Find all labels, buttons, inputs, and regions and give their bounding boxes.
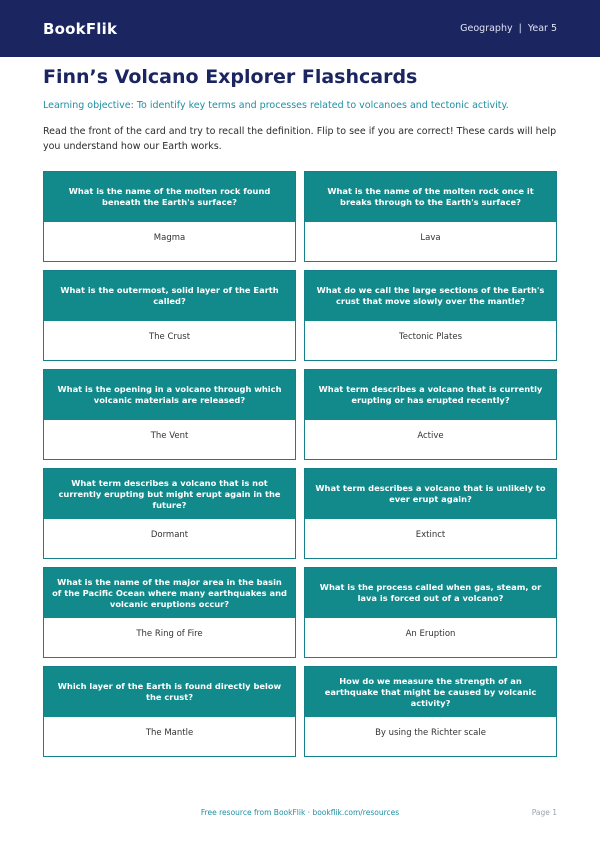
card-front: What is the opening in a volcano through which volcanic materials are released? — [44, 370, 295, 420]
year-label: Year 5 — [527, 23, 557, 34]
card-back: By using the Richter scale — [305, 717, 556, 756]
flashcard[interactable] — [304, 468, 557, 559]
page-number: Page 1 — [531, 808, 557, 817]
card-back: Dormant — [44, 519, 295, 558]
flashcard[interactable] — [43, 468, 296, 559]
flashcard[interactable] — [43, 666, 296, 757]
card-back: The Vent — [44, 420, 295, 459]
subject-label: Geography — [460, 23, 513, 34]
meta-separator: | — [518, 23, 522, 34]
flashcard[interactable] — [304, 369, 557, 460]
card-front: How do we measure the strength of an earthquake that might be caused by volcanic activity? — [305, 667, 556, 717]
flashcard-grid — [43, 171, 557, 757]
card-back: Lava — [305, 222, 556, 261]
flashcard[interactable] — [43, 369, 296, 460]
header-meta — [460, 23, 557, 34]
brand-logo[interactable]: BookFlik — [43, 19, 118, 38]
card-front: What term describes a volcano that is unlikely to ever erupt again? — [305, 469, 556, 519]
flashcard[interactable] — [304, 171, 557, 262]
card-front: What do we call the large sections of the Earth's crust that move slowly over the mantle? — [305, 271, 556, 321]
flashcard[interactable] — [304, 270, 557, 361]
footer-link[interactable]: Free resource from BookFlik · bookflik.com/resources — [200, 808, 400, 817]
card-front: What term describes a volcano that is currently erupting or has erupted recently? — [305, 370, 556, 420]
intro-text: Read the front of the card and try to recall the definition. Flip to see if you are correct! These cards will help you understand how our Earth works. — [43, 126, 557, 152]
card-front: What term describes a volcano that is not currently erupting but might erupt again in the future? — [44, 469, 295, 519]
card-back: The Mantle — [44, 717, 295, 756]
card-front: What is the name of the molten rock once it breaks through to the Earth's surface? — [305, 172, 556, 222]
card-front: Which layer of the Earth is found directly below the crust? — [44, 667, 295, 717]
card-back: Tectonic Plates — [305, 321, 556, 360]
flashcard[interactable] — [43, 567, 296, 658]
card-back: Active — [305, 420, 556, 459]
flashcard[interactable] — [304, 567, 557, 658]
card-back: The Crust — [44, 321, 295, 360]
flashcard[interactable] — [43, 270, 296, 361]
card-front: What is the name of the molten rock found beneath the Earth's surface? — [44, 172, 295, 222]
card-back: An Eruption — [305, 618, 556, 657]
flashcard[interactable] — [43, 171, 296, 262]
page-title: Finn’s Volcano Explorer Flashcards — [43, 66, 418, 88]
card-back: Extinct — [305, 519, 556, 558]
card-front: What is the outermost, solid layer of the Earth called? — [44, 271, 295, 321]
card-front: What is the process called when gas, steam, or lava is forced out of a volcano? — [305, 568, 556, 618]
learning-objective: Learning objective: To identify key terms and processes related to volcanoes and tectonic activity. — [43, 100, 509, 111]
card-back: Magma — [44, 222, 295, 261]
flashcard[interactable] — [304, 666, 557, 757]
card-back: The Ring of Fire — [44, 618, 295, 657]
card-front: What is the name of the major area in the basin of the Pacific Ocean where many earthquakes and volcanic eruptions occur? — [44, 568, 295, 618]
page-header — [0, 0, 600, 57]
